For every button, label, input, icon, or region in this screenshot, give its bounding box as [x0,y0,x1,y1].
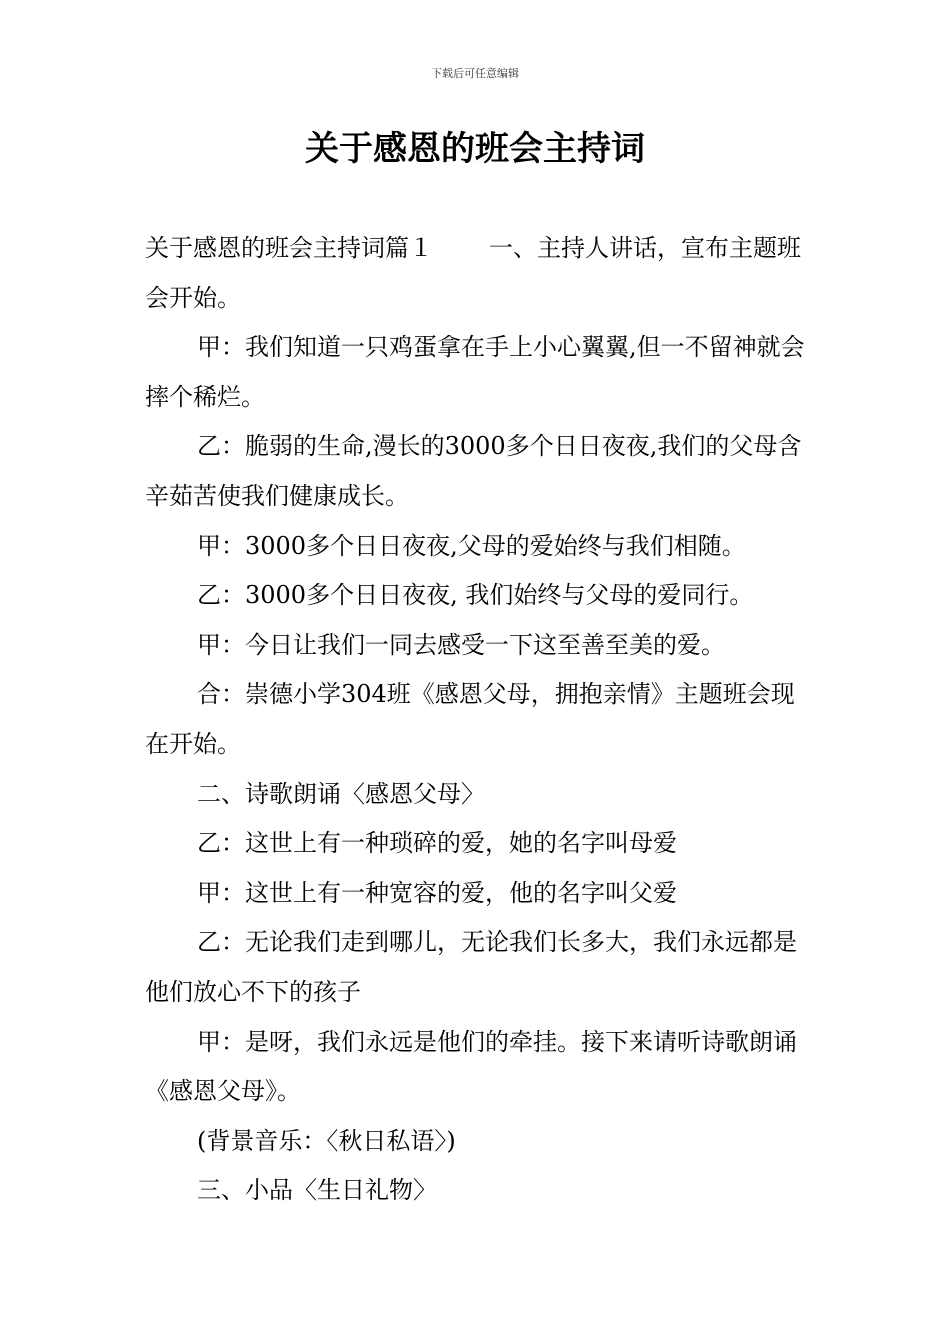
section-heading: 二、诗歌朗诵〈感恩父母〉 [197,779,485,808]
script-line: 甲：我们知道一只鸡蛋拿在手上小心翼翼,但一不留神就会摔个稀烂。 [145,333,805,411]
stage-note: (背景音乐：〈秋日私语〉) [197,1126,456,1155]
script-line: 乙：这世上有一种琐碎的爱，她的名字叫母爱 [197,829,677,858]
intro-paragraph [145,224,807,323]
document-body [145,224,807,1216]
intro-text: 一、主持人讲话，宣布主题班会开始。 [145,234,801,312]
script-line: 甲：这世上有一种宽容的爱，他的名字叫父爱 [197,878,677,907]
page-header-note: 下载后可任意编辑 [431,67,519,80]
section-heading: 三、小品〈生日礼物〉 [197,1176,437,1205]
script-line: 甲：是呀，我们永远是他们的牵挂。接下来请听诗歌朗诵《感恩父母》。 [145,1027,797,1106]
script-line: 乙：3000多个日日夜夜, 我们始终与父母的爱同行。 [197,581,754,610]
script-line: 合：崇德小学304班《感恩父母，拥抱亲情》主题班会现在开始。 [145,680,795,758]
script-line: 甲：今日让我们一同去感受一下这至善至美的爱。 [197,630,725,659]
part-label: 关于感恩的班会主持词篇１ [145,234,433,262]
document-title: 关于感恩的班会主持词 [305,129,645,169]
script-line: 甲：3000多个日日夜夜,父母的爱始终与我们相随。 [197,531,746,560]
script-line: 乙：无论我们走到哪儿，无论我们长多大，我们永远都是他们放心不下的孩子 [145,928,797,1006]
script-line: 乙：脆弱的生命,漫长的3000多个日日夜夜,我们的父母含辛茹苦使我们健康成长。 [145,432,802,510]
